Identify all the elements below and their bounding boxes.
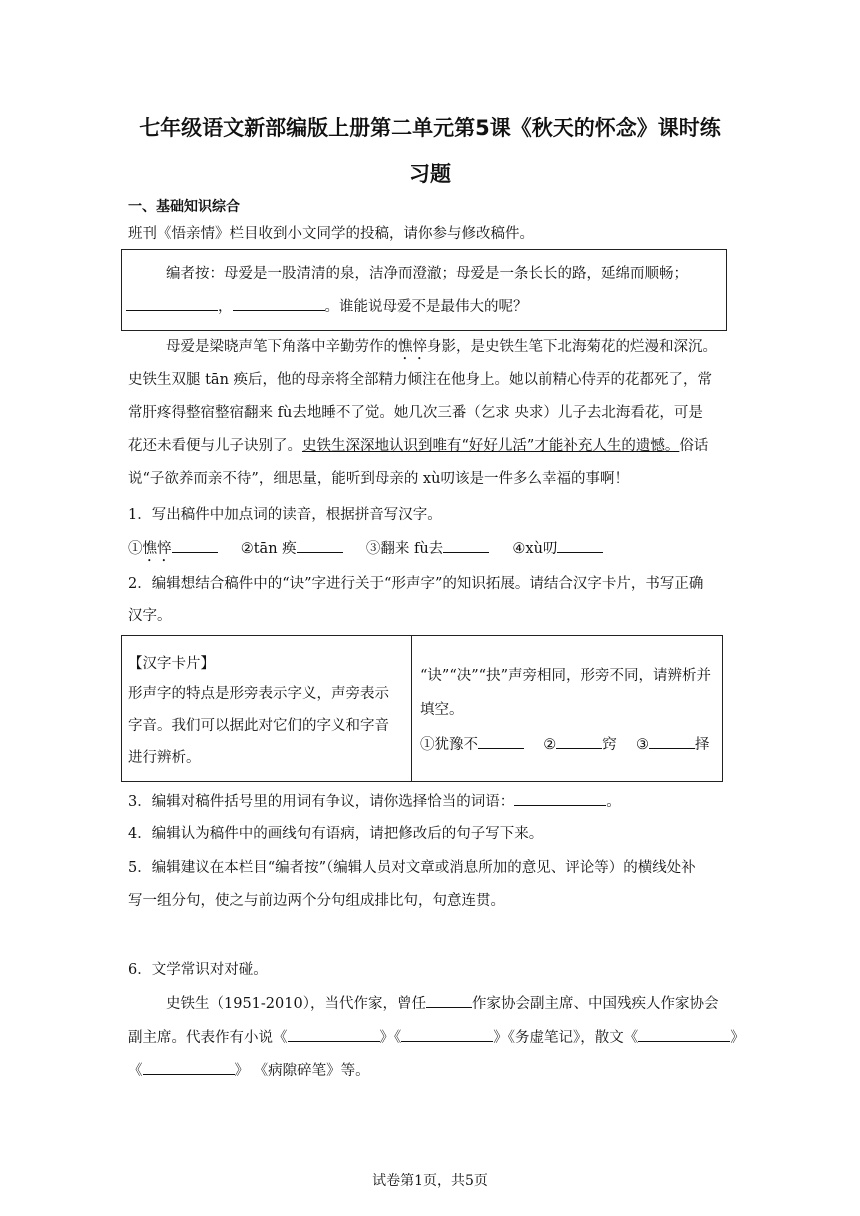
card-blank-suffix: 择 — [694, 737, 710, 753]
question-6-text: 》《 — [379, 1030, 402, 1046]
answer-blank[interactable] — [172, 538, 218, 553]
question-6-text: 副主席。代表作有小说《 — [128, 1030, 288, 1046]
answer-blank[interactable] — [478, 734, 524, 749]
table-divider — [411, 636, 412, 781]
editor-note-line2 — [126, 296, 528, 317]
passage-text: 母爱是梁晓声笔下角落中辛勤劳作的 — [166, 339, 398, 355]
question-3-end: 。 — [606, 794, 621, 810]
question-6-text: 》 — [730, 1030, 745, 1046]
passage-text: 花还未看便与儿子诀别了。 — [128, 438, 302, 454]
card-blank-suffix: 窍 — [602, 737, 617, 753]
passage-line3: 常肝疼得整宿整宿翻来 fù去地睡不了觉。她几次三番（乞求 央求）儿子去北海看花，可是 — [128, 405, 703, 421]
editor-note-tail: 。谁能说母爱不是最伟大的呢？ — [324, 299, 528, 315]
question-5-line1: 5．编辑建议在本栏目“编者按”（编辑人员对文章或消息所加的意见、评论等）的横线处补 — [128, 860, 696, 876]
q1-label-d: ④xù叨 — [512, 541, 558, 557]
answer-blank[interactable] — [556, 734, 602, 749]
editor-note-box — [121, 249, 727, 331]
passage-line4 — [128, 436, 738, 456]
answer-blank[interactable] — [557, 538, 603, 553]
intro-text: 班刊《悟亲情》栏目收到小文同学的投稿，请你参与修改稿件。 — [128, 226, 534, 242]
passage-text: 俗话 — [679, 438, 709, 454]
answer-blank[interactable] — [126, 296, 218, 311]
answer-blank[interactable] — [297, 538, 343, 553]
passage-text: 身影，是史铁生笔下北海菊花的烂漫和深沉。 — [427, 339, 717, 355]
dotted-word: 憔悴 — [398, 339, 427, 355]
answer-blank[interactable] — [514, 791, 606, 806]
question-6-text: 作家协会副主席、中国残疾人作家协会 — [471, 996, 719, 1012]
answer-blank[interactable] — [288, 1027, 380, 1042]
card-text-line3: 进行辨析。 — [128, 750, 201, 766]
card-text-line1: 形声字的特点是形旁表示字义，声旁表示 — [128, 686, 389, 702]
passage-line5: 说“子欲养而亲不待”，细思量，能听到母亲的 xù叨该是一件多么幸福的事啊！ — [128, 471, 629, 487]
answer-blank[interactable] — [143, 1060, 235, 1075]
page-title-line1: 七年级语文新部编版上册第二单元第5课《秋天的怀念》课时练 — [139, 116, 721, 140]
answer-blank[interactable] — [426, 993, 472, 1008]
card-blank-label: ② — [543, 737, 557, 753]
question-1-answers — [128, 538, 738, 565]
card-question-blanks — [420, 734, 709, 755]
answer-blank[interactable] — [233, 296, 325, 311]
card-heading: 【汉字卡片】 — [128, 656, 215, 672]
question-3-text: 3．编辑对稿件括号里的用词有争议，请你选择恰当的词语： — [128, 794, 515, 810]
answer-blank[interactable] — [443, 538, 489, 553]
editor-note-line1: 编者按：母爱是一股清清的泉，洁净而澄澈；母爱是一条长长的路，延绵而顺畅； — [166, 266, 688, 282]
passage-line1 — [166, 337, 776, 363]
card-blank-label: ③ — [635, 737, 649, 753]
q1-label-b: ②tān 痪 — [240, 541, 297, 557]
answer-blank[interactable] — [638, 1027, 730, 1042]
card-blank-label: ①犹豫不 — [420, 737, 478, 753]
answer-blank[interactable] — [649, 734, 695, 749]
page-title-line2: 习题 — [409, 162, 451, 186]
question-3 — [128, 791, 738, 812]
question-2-stem-line1: 2．编辑想结合稿件中的“诀”字进行关于“形声字”的知识拓展。请结合汉字卡片，书写正确 — [128, 576, 704, 592]
question-4: 4．编辑认为稿件中的画线句有语病，请把修改后的句子写下来。 — [128, 826, 544, 842]
q1-label-c: ③翻来 fù去 — [365, 541, 444, 557]
question-6-line1 — [166, 993, 776, 1014]
card-text-line2: 字音。我们可以据此对它们的字义和字音 — [128, 718, 389, 734]
question-2-stem-line2: 汉字。 — [128, 608, 172, 624]
section-heading: 一、基础知识综合 — [128, 199, 240, 215]
question-6-line2 — [128, 1027, 745, 1048]
question-6-text: 》《务虚笔记》，散文《 — [493, 1030, 639, 1046]
question-6-line3 — [128, 1060, 738, 1081]
question-6-text: 《 — [128, 1063, 143, 1079]
underlined-sentence: 史铁生深深地认识到唯有“好好儿活”才能补充人生的遗憾。 — [302, 438, 680, 454]
q1-label-a: ① — [128, 541, 143, 557]
dotted-word: 憔悴 — [142, 541, 172, 557]
question-6-text: 史铁生（1951-2010），当代作家，曾任 — [166, 996, 426, 1012]
editor-note-sep: ， — [218, 299, 233, 315]
question-5-line2: 写一组分句，使之与前边两个分句组成排比句，句意连贯。 — [128, 893, 505, 909]
passage-line2: 史铁生双腿 tān 痪后，他的母亲将全部精力倾注在他身上。她以前精心侍弄的花都死了，常 — [128, 372, 713, 388]
card-question-line1: “诀”“决”“抉”声旁相同，形旁不同，请辨析并 — [420, 668, 711, 684]
question-6-text: 》 《病隙碎笔》等。 — [234, 1063, 370, 1079]
answer-blank[interactable] — [401, 1027, 493, 1042]
card-question-line2: 填空。 — [420, 702, 464, 718]
hanzi-card-table — [121, 635, 723, 782]
question-1-stem: 1．写出稿件中加点词的读音，根据拼音写汉字。 — [128, 507, 442, 523]
question-6-stem: 6．文学常识对对碰。 — [128, 962, 268, 978]
page-footer: 试卷第1页，共5页 — [372, 1173, 488, 1189]
